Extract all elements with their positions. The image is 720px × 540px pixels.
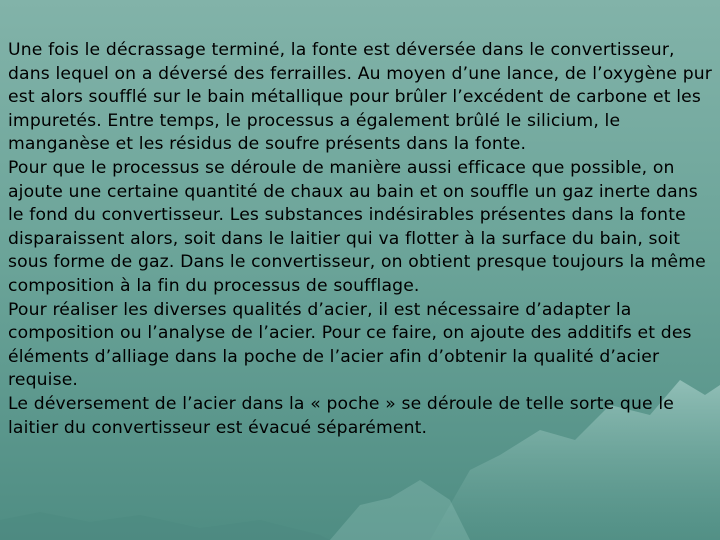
paragraph-qualites: Pour réaliser les diverses qualités d’acier, il est nécessaire d’adapter la composition ou l’analyse de l’acier. Pour ce faire, on ajoute des additifs et des éléments d’alliage dans la poche de l’acier afin d’obtenir la qualité d’acier requise. — [8, 299, 692, 391]
paragraph-deversement: Le déversement de l’acier dans la « poche » se déroule de telle sorte que le laitier du convertisseur est évacué séparément. — [8, 393, 675, 438]
body-text — [8, 39, 714, 440]
paragraph-decrassage: Une fois le décrassage terminé, la fonte est déversée dans le convertisseur, dans lequel on a déversé des ferrailles. Au moyen d’une lance, de l’oxygène pur est alors soufflé sur le bain métallique pour brûler l’excédent de carbone et les impuretés. Entre temps, le processus a également brûlé le silicium, le manganèse et les résidus de soufre présents dans la fonte. — [8, 40, 713, 155]
paragraph-processus: Pour que le processus se déroule de manière aussi efficace que possible, on ajoute une certaine quantité de chaux au bain et on souffle un gaz inerte dans le fond du convertisseur. Les substances indésirables présentes dans la fonte disparaissent alors, soit dans le laitier qui va flotter à la surface du bain, soit sous forme de gaz. Dans le convertisseur, on obtient presque toujours la même composition à la fin du processus de soufflage. — [8, 157, 706, 296]
